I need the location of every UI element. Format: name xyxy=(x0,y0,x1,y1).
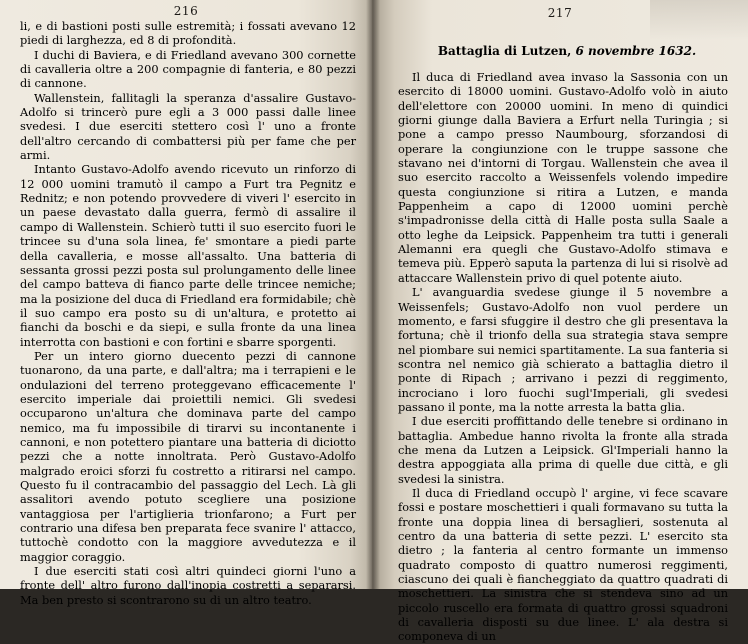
paragraph: Intanto Gustavo-Adolfo avendo ricevuto un rinforzo di 12 000 uomini tramutò il campo a Furt tra Pegnitz e Rednitz; e non potendo provvedere di viveri l' esercito in un paese devastato dalla guerra, fermò di assalire il campo di Wallenstein. Schierò tutti il suo esercito fuori le trincee su d'una sola linea, fe' smontare a piedi parte della cavalleria, e mosse all'assalto. Una batteria di sessanta grossi pezzi posta sul prolungamento delle linee del campo batteva di fianco parte delle trincee nemiche; ma la posizione del duca di Friedland era formidabile; chè il suo campo era posto su di un'altura, e protetto ai fianchi da boschi e da siepi, e sulla fronte da una linea interrotta con bastioni e con fortini e sbarre sporgenti. xyxy=(20,162,356,349)
paragraph: li, e di bastioni posti sulle estremità; i fossati avevano 12 piedi di larghezza, ed 8 di profondità. xyxy=(20,19,356,48)
paragraph: Wallenstein, fallitagli la speranza d'assalire Gustavo-Adolfo si trincerò pure egli a 3 000 passi dalle linee svedesi. I due eserciti stettero così l' uno a fronte dell'altro cercando di combattersi più per fame che per armi. xyxy=(20,90,356,163)
left-page-text xyxy=(20,19,356,607)
heading-date: 6 novembre 1632. xyxy=(575,44,697,58)
paragraph: I duchi di Baviera, e di Friedland avevano 300 cornette di cavalleria oltre a 200 compagnie di fanteria, e 80 pezzi di cannone. xyxy=(20,47,356,91)
paragraph: I due eserciti proffittando delle tenebre si ordinano in battaglia. Ambedue hanno rivolta la fronte alla strada che mena da Lutzen a Leipsick. Gl'Imperiali hanno la destra appoggiata alla prima di quelle due città, e gli svedesi la sinistra. xyxy=(398,414,728,486)
heading-title: Battaglia di Lutzen, xyxy=(437,44,572,58)
page-number-left: 216 xyxy=(173,4,199,18)
section-heading xyxy=(402,44,732,58)
paragraph: Il duca di Friedland avea invaso la Sassonia con un esercito di 18000 uomini. Gustavo-Adolfo volò in aiuto dell'elettore con 20000 uomini. In meno di quindici giorni giunge dalla Baviera a Erfurt nella Turingia ; si pone a campo presso Naumbourg, sforzandosi di operare la congiunzione con le truppe sassone che stavano nei d'intorni di Torgau. Wallenstein che avea il suo esercito raccolto a Weissenfels volendo impedire questa congiunzione si ritira a Lutzen, e manda Pappenheim a capo di 12000 uomini perchè s'impadronisse della città di Halle posta sulla Saale a otto leghe da Leipsick. Pappenheim tra tutti i generali Alemanni era quegli che Gustavo-Adolfo stimava e temeva più. Epperò saputa la partenza di lui si risolvè ad attaccare Wallenstein privo di quel potente aiuto. xyxy=(398,70,728,285)
paragraph: Per un intero giorno duecento pezzi di cannone tuonarono, da una parte, e dall'altra; ma i terrapieni e le ondulazioni del terreno proteggevano efficacemente l' esercito imperiale dai proiettili nemici. Gli svedesi occuparono un'altura che dominava parte del campo nemico, ma fu impossibile di tirarvi su incontanente i cannoni, e non potettero piantare una batteria di diciotto pezzi che a notte innoltrata. Però Gustavo-Adolfo malgrado eroici sforzi fu costretto a ritirarsi nel campo. Questo fu il contracambio del passaggio del Lech. Là gli assalitori avendo potuto scegliere una posizione vantaggiosa per l'artiglieria trionfarono; a Furt per contrario una difesa ben preparata fece svanire l' attacco, tuttochè condotto con la maggiore avvedutezza e il maggior coraggio. xyxy=(20,348,356,564)
paragraph: Il duca di Friedland occupò l' argine, vi fece scavare fossi e postare moschettieri i quali formavano su tutta la fronte una doppia linea di bersaglieri, sostenuta al centro da una batteria di sette pezzi. L' esercito sta dietro ; la fanteria al centro formante un immenso quadrato composto di quattro numerosi reggimenti, ciascuno dei quali è fiancheggiato da quattro quadrati di moschettieri. La sinistra che si stendeva sino ad un piccolo ruscello era formata di quattro grossi squadroni di cavalleria disposti su due linee. L' ala destra si componeva di un xyxy=(398,485,728,644)
paragraph: L' avanguardia svedese giunge il 5 novembre a Weissenfels; Gustavo-Adolfo non vuol perdere un momento, e farsi sfuggire il destro che gli presentava la fortuna; chè il trionfo della sua strategia stava sempre nel piombare sui nemici spartitamente. La sua fanteria si scontra nel nemico già schierato a battaglia dietro il ponte di Ripach ; arrivano i pezzi di reggimento, incrociano i loro fuochi sugl'Imperiali, gli svedesi passano il ponte, ma la notte arresta la batta glia. xyxy=(398,285,728,414)
show-through-shadow xyxy=(650,0,748,40)
right-page-text xyxy=(398,70,728,644)
page-number-right: 217 xyxy=(547,6,573,20)
paragraph: I due eserciti stati così altri quindeci giorni l'uno a fronte dell' altro furono dall'inopia costretti a separarsi. Ma ben presto si scontrarono su di un altro teatro. xyxy=(20,564,356,607)
